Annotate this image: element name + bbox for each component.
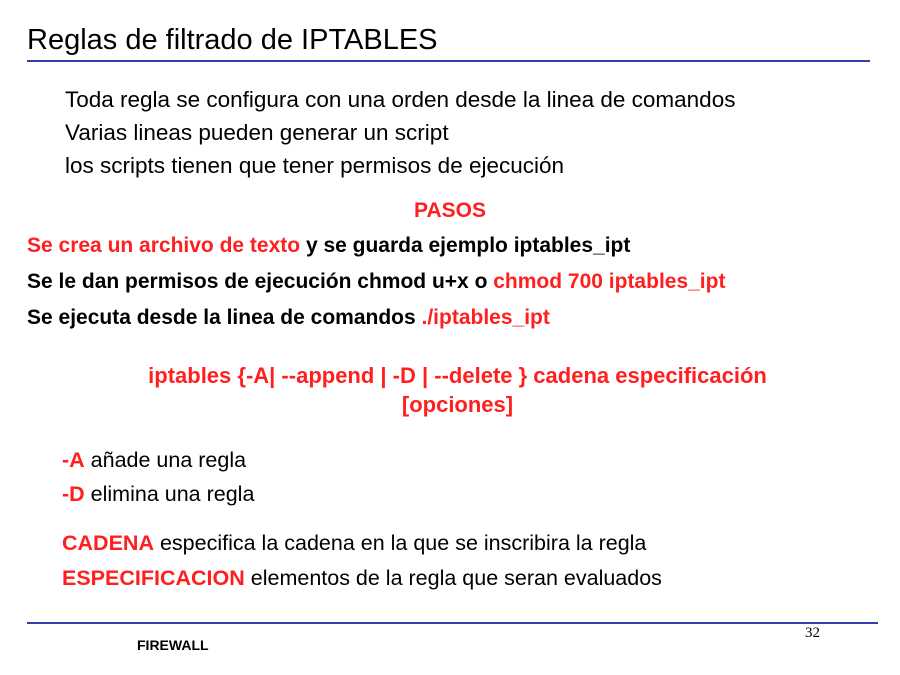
steps-heading: PASOS [414, 199, 486, 222]
footer-label: FIREWALL [137, 637, 209, 653]
slide-title: Reglas de filtrado de IPTABLES [27, 24, 438, 56]
option-append-flag: -A [62, 448, 85, 472]
option-delete [62, 480, 254, 508]
term-especificacion-label: ESPECIFICACION [62, 566, 245, 590]
term-cadena-desc: especifica la cadena en la que se inscribira la regla [153, 531, 647, 555]
page-number: 32 [805, 625, 820, 641]
step-1-text: y se guarda ejemplo iptables_ipt [300, 234, 631, 257]
intro-line-3: los scripts tienen que tener permisos de ejecución [65, 153, 565, 178]
step-1 [27, 232, 630, 260]
step-1-highlight: Se crea un archivo de texto [27, 234, 301, 257]
term-especificacion-desc: elementos de la regla que seran evaluados [244, 566, 662, 590]
step-3-highlight: ./iptables_ipt [421, 306, 550, 329]
step-3-text: Se ejecuta desde la linea de comandos [27, 306, 422, 329]
footer-divider [27, 622, 878, 624]
intro-line-2: Varias lineas pueden generar un script [65, 120, 449, 145]
intro-line-1: Toda regla se configura con una orden desde la linea de comandos [65, 87, 736, 112]
syntax-line-2: [opciones] [401, 392, 514, 417]
term-cadena [62, 529, 646, 557]
option-append [62, 446, 246, 474]
option-delete-desc: elimina una regla [84, 482, 255, 506]
option-delete-flag: -D [62, 482, 85, 506]
term-especificacion [62, 564, 662, 592]
term-cadena-label: CADENA [62, 531, 154, 555]
syntax-line-1: iptables {-A| --append | -D | --delete } cadena especificación [148, 363, 767, 388]
title-divider [27, 60, 870, 62]
step-2-highlight: chmod 700 iptables_ipt [493, 270, 726, 293]
step-2 [27, 268, 725, 296]
step-3 [27, 304, 550, 332]
step-2-text: Se le dan permisos de ejecución chmod u+x o [27, 270, 494, 293]
option-append-desc: añade una regla [84, 448, 247, 472]
